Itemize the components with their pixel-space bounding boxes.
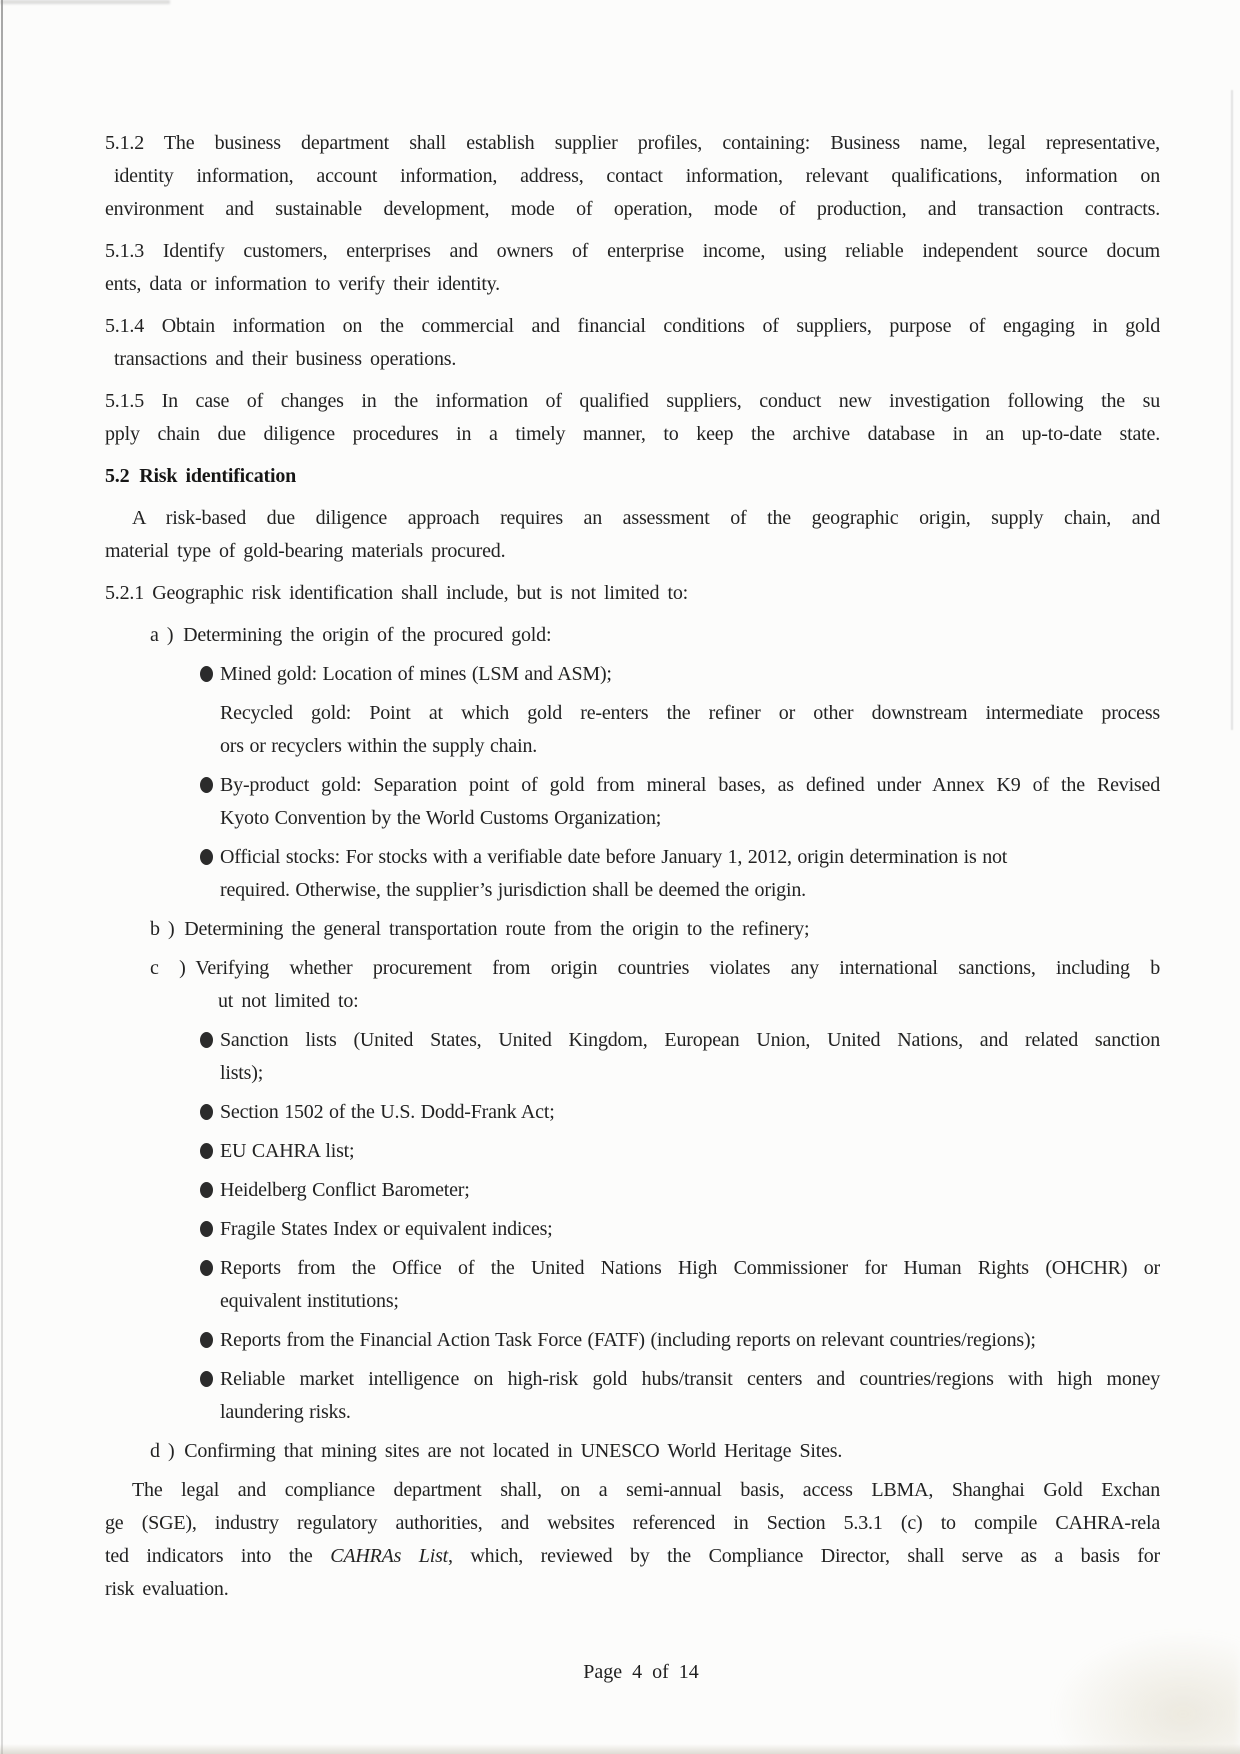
text-line: a ) Determining the origin of the procured gold: bbox=[150, 624, 552, 646]
text-line: Section 1502 of the U.S. Dodd-Frank Act; bbox=[220, 1101, 555, 1123]
text-line bbox=[105, 1540, 1160, 1573]
bullet-icon bbox=[200, 1032, 213, 1048]
text-line: b ) Determining the general transportation route from the origin to the refinery; bbox=[150, 918, 810, 940]
bullet-icon bbox=[200, 1260, 213, 1276]
bullet-ohchr bbox=[105, 1252, 1160, 1318]
bullet-icon bbox=[200, 849, 213, 865]
text-run: ted indicators into the bbox=[105, 1545, 331, 1567]
bullet-icon bbox=[200, 1182, 213, 1198]
text-line: environment and sustainable development, mode of operation, mode of production, and transaction contracts. bbox=[105, 198, 1160, 220]
text-line: Official stocks: For stocks with a verifiable date before January 1, 2012, origin determination is not bbox=[220, 846, 1008, 868]
text-line: c ) Verifying whether procurement from origin countries violates any international sanctions, including b bbox=[150, 957, 1160, 979]
text-line: 5.1.5 In case of changes in the information of qualified suppliers, conduct new investigation following the su bbox=[105, 390, 1160, 412]
bullet-mined-gold bbox=[105, 658, 1160, 691]
document-body bbox=[105, 127, 1160, 1615]
text-line: Kyoto Convention by the World Customs Organization; bbox=[220, 807, 662, 829]
text-line: ut not limited to: bbox=[218, 990, 359, 1012]
bullet-icon bbox=[200, 1143, 213, 1159]
text-line: lists); bbox=[220, 1062, 264, 1084]
text-line: By-product gold: Separation point of gold from mineral bases, as defined under Annex K9 of the Revised bbox=[220, 774, 1160, 796]
text-line: transactions and their business operations. bbox=[114, 348, 457, 370]
text-line: 5.1.3 Identify customers, enterprises and owners of enterprise income, using reliable independent source docum bbox=[105, 240, 1160, 262]
list-item-a bbox=[105, 619, 1160, 652]
text-line: Fragile States Index or equivalent indices; bbox=[220, 1218, 553, 1240]
scan-edge-left bbox=[1, 0, 3, 1754]
text-line: risk evaluation. bbox=[105, 1578, 229, 1600]
text-line: pply chain due diligence procedures in a timely manner, to keep the archive database in an up-to-date state. bbox=[105, 423, 1160, 445]
text-line: The legal and compliance department shall, on a semi-annual basis, access LBMA, Shanghai Gold Exchan bbox=[132, 1479, 1160, 1501]
text-line: 5.2 Risk identification bbox=[105, 465, 297, 487]
bullet-by-product-gold bbox=[105, 769, 1160, 835]
section-heading-5-2 bbox=[105, 460, 1160, 493]
scan-edge-top bbox=[0, 0, 170, 4]
list-item-d bbox=[105, 1435, 1160, 1468]
bullet-official-stocks bbox=[105, 841, 1160, 907]
page-footer bbox=[0, 1656, 1240, 1689]
bullet-fatf bbox=[105, 1324, 1160, 1357]
text-line: identity information, account information, address, contact information, relevant qualifications, information on bbox=[114, 165, 1160, 187]
text-line: 5.2.1 Geographic risk identification shall include, but is not limited to: bbox=[105, 582, 688, 604]
text-line: Reliable market intelligence on high-risk gold hubs/transit centers and countries/regions with high money bbox=[220, 1368, 1160, 1390]
bullet-icon bbox=[200, 1371, 213, 1387]
text-line: Sanction lists (United States, United Kingdom, European Union, United Nations, and related sanction bbox=[220, 1029, 1160, 1051]
text-line: ents, data or information to verify their identity. bbox=[105, 273, 500, 295]
list-item-b bbox=[105, 913, 1160, 946]
text-run: , which, reviewed by the Compliance Director, shall serve as a basis for bbox=[448, 1545, 1160, 1567]
italic-text: CAHRAs List bbox=[330, 1545, 449, 1567]
text-line: Reports from the Office of the United Nations High Commissioner for Human Rights (OHCHR) or bbox=[220, 1257, 1160, 1279]
text-line: 5.1.4 Obtain information on the commercial and financial conditions of suppliers, purpose of engaging in gold bbox=[105, 315, 1160, 337]
text-line: ge (SGE), industry regulatory authorities, and websites referenced in Section 5.3.1 (c) to compile CAHRA-rela bbox=[105, 1512, 1160, 1534]
text-line: equivalent institutions; bbox=[220, 1290, 399, 1312]
bullet-icon bbox=[200, 666, 213, 682]
text-line: Heidelberg Conflict Barometer; bbox=[220, 1179, 470, 1201]
text-line: Mined gold: Location of mines (LSM and ASM); bbox=[220, 663, 612, 685]
bullet-icon bbox=[200, 1104, 213, 1120]
paragraph-cahras-list bbox=[105, 1474, 1160, 1606]
text-line: d ) Confirming that mining sites are not located in UNESCO World Heritage Sites. bbox=[150, 1440, 843, 1462]
paragraph-5-1-5 bbox=[105, 385, 1160, 451]
text-line: material type of gold-bearing materials procured. bbox=[105, 540, 506, 562]
bullet-icon bbox=[200, 1332, 213, 1348]
text-line: laundering risks. bbox=[220, 1401, 351, 1423]
text-line: ors or recyclers within the supply chain. bbox=[220, 735, 538, 757]
paragraph-5-1-4 bbox=[105, 310, 1160, 376]
list-item-c bbox=[105, 952, 1160, 1018]
text-line: Reports from the Financial Action Task Force (FATF) (including reports on relevant countries/regions); bbox=[220, 1329, 1036, 1351]
text-line: A risk-based due diligence approach requires an assessment of the geographic origin, supply chain, and bbox=[132, 507, 1160, 529]
text-line: 5.1.2 The business department shall establish supplier profiles, containing: Business name, legal representative, bbox=[105, 132, 1160, 154]
page-number: Page 4 of 14 bbox=[583, 1661, 699, 1683]
paragraph-risk-approach bbox=[105, 502, 1160, 568]
paragraph-5-1-3 bbox=[105, 235, 1160, 301]
bullet-dodd-frank bbox=[105, 1096, 1160, 1129]
text-line: EU CAHRA list; bbox=[220, 1140, 355, 1162]
bullet-fragile-states bbox=[105, 1213, 1160, 1246]
paragraph-5-2-1 bbox=[105, 577, 1160, 610]
bullet-sanction-lists bbox=[105, 1024, 1160, 1090]
item-recycled-gold bbox=[105, 697, 1160, 763]
paragraph-5-1-2 bbox=[105, 127, 1160, 226]
bullet-icon bbox=[200, 1221, 213, 1237]
text-line: Recycled gold: Point at which gold re-enters the refiner or other downstream intermediate process bbox=[220, 702, 1160, 724]
text-line: required. Otherwise, the supplier’s jurisdiction shall be deemed the origin. bbox=[220, 879, 806, 901]
bullet-eu-cahra bbox=[105, 1135, 1160, 1168]
bullet-market-intelligence bbox=[105, 1363, 1160, 1429]
bullet-heidelberg bbox=[105, 1174, 1160, 1207]
scan-edge-right bbox=[1231, 90, 1233, 730]
scan-smudge-bottom-right bbox=[1050, 1630, 1240, 1750]
bullet-icon bbox=[200, 777, 213, 793]
